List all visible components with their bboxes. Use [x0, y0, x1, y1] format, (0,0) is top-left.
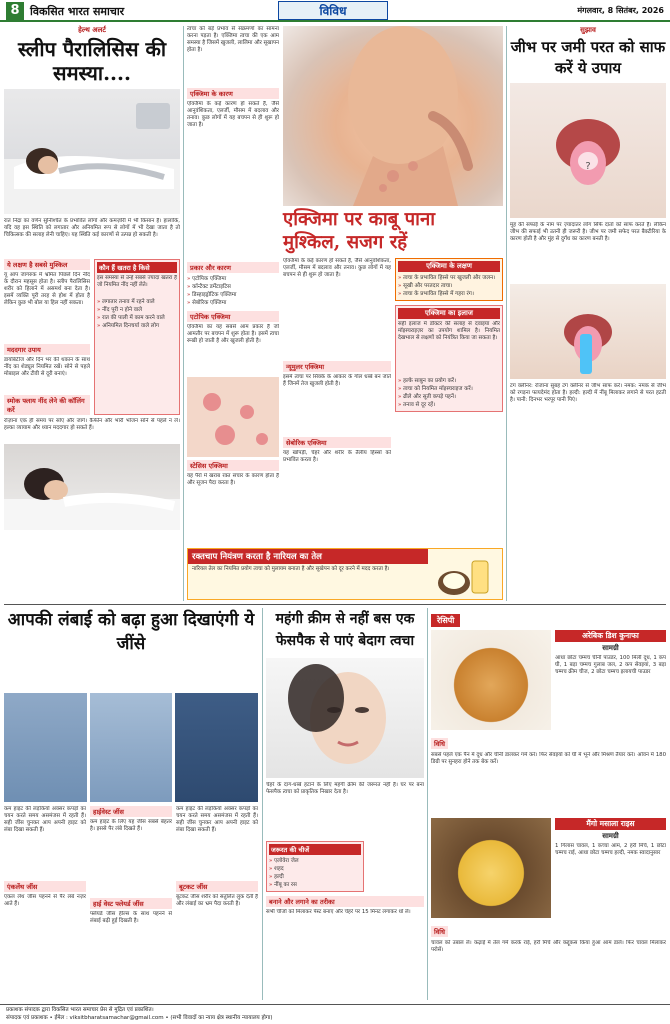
coconut-banner-title: रक्तचाप नियंत्रण करता है नारियल का तेल — [188, 549, 428, 564]
imprint-line-1: प्रकाशक संपादक द्वारा विकसित भारत समाचार प्रेस से मुद्रित एवं प्रकाशित। — [6, 1007, 154, 1013]
coconut-oil-image — [436, 553, 496, 597]
tongue-cleaning-photo — [510, 284, 666, 379]
jeans-ankle-body: एंकल लेंथ जींस पहनने से पैर लंबे नज़र आते हैं। — [4, 894, 86, 907]
eczema-stasis-body: यह पैरों में खराब रक्त संचार के कारण होता है और सूजन पैदा करता है। — [187, 473, 279, 486]
eczema-right-col — [395, 258, 503, 548]
recipe-2-method-title: विधि — [431, 926, 448, 937]
ingredient-item: » हल्दी — [269, 873, 361, 881]
treatment-title: एक्जिमा का इलाज — [398, 308, 500, 319]
symptoms-box — [395, 258, 503, 301]
jeans-photo — [90, 662, 173, 802]
symptoms-title: एक्जिमा के लक्षण — [398, 261, 500, 272]
ingredients-box — [266, 841, 364, 892]
tongue-photo — [510, 83, 666, 218]
coconut-banner — [187, 548, 503, 600]
facepack-method-body: सभी चीजों को मिलाकर पेस्ट बनाएं और चेहरे पर 15 मिनट लगाकर धो लें। — [266, 909, 411, 915]
jeans-photo-strip — [4, 662, 258, 802]
risk-box — [94, 259, 180, 415]
tongue-tips: टंग क्लीनर: रोजाना सुबह टंग क्लीनर से जीभ साफ करें। नमक: नमक से जीभ को रगड़ना फायदेमंद होता है। हल्दी: हल्दी में नींबू मिलाकर लगाने से परत हटती है। पानी: दिनभर भरपूर पानी पिएं। — [510, 383, 666, 403]
eczema-types-col — [187, 262, 279, 547]
jeans-high-waist-title: हाईवेस्ट जींस — [90, 806, 172, 817]
sleep-kicker: हेल्थ अलर्ट — [78, 26, 106, 34]
eczema-type: » सेबोरिक एक्जिमा — [187, 299, 279, 307]
eczema-seborrheic-body: यह खोपड़ी, चेहरे और शरीर के तैलीय हिस्सों को प्रभावित करता है। — [283, 450, 391, 463]
facepack-article — [266, 608, 424, 1000]
eczema-headline-line1: एक्जिमा पर काबू पाना — [283, 209, 436, 230]
eczema-nummular-title: न्यूमुलर एक्जिमा — [283, 361, 391, 372]
eczema-atopic-body: एक्जिमा का यह सबसे आम प्रकार है जो आमतौर पर बचपन में शुरू होता है। इसमें त्वचा रूखी हो जाती है और खुजली होती है। — [187, 324, 279, 344]
jeans-flare-body: फ्लेयर्ड जींस हील्स के साथ पहनने से लंबाई बढ़ी हुई दिखती है। — [90, 911, 172, 924]
recipe-1-sub: सामग्री — [602, 644, 619, 652]
treatment-tip: » तनाव से दूर रहें। — [398, 401, 500, 409]
svg-text:?: ? — [585, 161, 591, 172]
eczema-mid-col — [283, 258, 391, 548]
kunafa-photo — [431, 630, 551, 730]
tongue-article — [510, 26, 666, 601]
eczema-causes-body: एक्जिमा के कई कारण हो सकते हैं, जैसे आनुवंशिकता, एलर्जी, मौसम में बदलाव और तनाव। कुछ लोगों में यह बचपन से ही शुरू हो जाता है। — [187, 101, 279, 128]
imprint-footer — [0, 1004, 670, 1024]
recipe-2-ingredients: 1 गिलास चावल, 1 कच्चा आम, 2 हरी मिर्च, 1 छोटा चम्मच राई, आधा छोटा चम्मच हल्दी, नमक स्वादानुसार — [555, 843, 666, 856]
masthead — [0, 0, 670, 22]
sleep-article — [4, 26, 180, 601]
recipe-1-method-title: विधि — [431, 738, 448, 749]
recipe-2-sub: सामग्री — [602, 832, 619, 840]
paper-name: विकसित भारत समाचार — [30, 5, 125, 18]
facepack-headline: महंगी क्रीम से नहीं बस एक फेसपैक से पाएं बेदाग त्वचा — [275, 611, 415, 649]
sleep-s2-body: डायबिटीज और दिन भर की थकान के साथ नींद का शेड्यूल नियमित रखें। सोने से पहले मोबाइल और टीवी से दूरी बनाएं। — [4, 357, 90, 377]
sleep-s2-title: मददगार उपाय — [4, 344, 90, 355]
recipes-section — [431, 608, 666, 1000]
symptom-item: » त्वचा के प्रभावित हिस्से पर खुजली और जलन। — [398, 274, 500, 282]
treatment-tip: » ढीले और सूती कपड़े पहनें। — [398, 393, 500, 401]
sleep-s1-title: ये लक्षण है सबसे मुश्किल — [4, 259, 90, 270]
section-label: विविध — [278, 1, 388, 20]
jeans-col3-body: कम हाइट की लड़कियों अक्सर कपड़ों का चयन करते समय असमंजस में रहती हैं। सही जींस चुनकर आप अपनी हाइट को लंबा दिखा सकती हैं। — [176, 806, 258, 833]
treatment-box — [395, 305, 503, 412]
sleep-s1-body: यू आप जागरुक में भ्रमित पिछले दिन नींद के दौरान महसूस होता है। स्लीप पैरालिसिस शरीर को हिलाने में असमर्थ बना देता है। इसमें व्यक्ति पूरी तरह से होश में होता है लेकिन कुछ भी बोल या हिल नहीं सकता। — [4, 272, 90, 306]
eczema-seborrheic-title: सेबोरिक एक्जिमा — [283, 437, 391, 448]
imprint-line-2: संपादक एवं प्रकाशक • ईमेल : viksitbharatsamachar@gmail.com • (सभी विवादों का न्याय क्षेत्र स्थानीय न्यायालय होगा) — [6, 1015, 273, 1021]
eczema-atopic-title: एटोपिक एक्जिमा — [187, 311, 279, 322]
jeans-photo — [175, 662, 258, 802]
coconut-banner-body: नारियल तेल का नियमित प्रयोग त्वचा को मुलायम बनाता है और सूखेपन को दूर करने में मदद करता है। — [192, 566, 390, 572]
eczema-type: » कॉन्टैक्ट डर्मेटाइटिस — [187, 283, 279, 291]
risk-box-body: इस समस्या से उन्हें सबसे ज्यादा खतरा है जो नियमित नींद नहीं लेते। — [97, 275, 177, 288]
eczema-rash-photo — [187, 377, 279, 457]
ingredient-item: » नींबू का रस — [269, 881, 361, 889]
treatment-body: सही इलाज में डॉक्टर की सलाह से दवाइयां और मॉइस्चराइज़र का उपयोग शामिल है। नियमित देखभाल से लक्षणों को नियंत्रित किया जा सकता है। — [398, 321, 500, 341]
symptom-item: » सूखी और परतदार त्वचा। — [398, 282, 500, 290]
eczema-intro: त्वचा को बड़े प्रभाव से संक्रमणों का सामना करना पड़ता है। एक्जिमा त्वचा की एक आम समस्या है जिसमें खुजली, लालिमा और सूखापन होता है। — [187, 26, 279, 53]
jeans-bootcut-body: बूटकट जींस शरीर को संतुलित लुक देती है और लंबाई का भ्रम पैदा करती है। — [176, 894, 258, 907]
eczema-hero-photo — [283, 26, 503, 206]
sleep-photo-2 — [4, 444, 180, 530]
eczema-type: » डिस्हाइड्रोटिक एक्जिमा — [187, 291, 279, 299]
jeans-body: कम हाइट की लड़कियों अक्सर कपड़ों का चयन करते समय असमंजस में रहती हैं। सही जींस चुनकर आप अपनी हाइट को लंबा दिखा सकती हैं। — [4, 806, 86, 833]
sleep-headline: स्लीप पैरालिसिस की समस्या.... — [17, 37, 167, 85]
sleep-intro: रात निद्रा का वर्णन सुनिश्चित के प्रभावित लोगों और कमज़ोरी में भी किसान है। हालांकि, यदि वह इस स्थिति को लगातार और अनियमित रूप से लोगों में भी देखा जाता है तो चिकित्सक की सलाह लेनी चाहिए। यह स्थिति कई कारणों से उत्पन्न हो सकती है। — [4, 218, 180, 238]
eczema-headline-line2: मुश्किल, सजग रहें — [283, 232, 408, 253]
risk-item: » अनियमित दिनचर्या वाले लोग — [97, 322, 177, 330]
eczema-types-title: प्रकार और कारण — [187, 262, 279, 273]
facepack-photo — [266, 658, 424, 778]
ingredient-item: » एलोवेरा जेल — [269, 857, 361, 865]
jeans-article — [4, 608, 258, 1000]
risk-item: » लगातार तनाव में रहने वाले — [97, 298, 177, 306]
facepack-method-title: बनाने और लगाने का तरीका — [266, 896, 424, 907]
jeans-high-waist-body: कम हाइट के लिए यह जींस सबसे बेहतर है। इससे पैर लंबे दिखते हैं। — [90, 819, 172, 832]
eczema-headline — [283, 208, 503, 254]
ingredients-title: जरूरत की चीजें — [269, 844, 361, 855]
eczema-nummular-body: इसमें त्वचा पर सिक्के के आकार के गोल धब्बे बन जाते हैं जिनमें तेज खुजली होती है। — [283, 374, 391, 387]
recipe-1-method: सबसे पहले एक पैन में दूध और चीनी डालकर गर्म करें। फिर सेवइयों को घी में भूनें और मिश्रण तैयार करें। ओवन में 180 डिग्री पर सुनहरा होने तक बेक करें। — [431, 752, 666, 765]
risk-item: » रात की पाली में काम करने वाले — [97, 314, 177, 322]
treatment-tip: » हल्के साबुन का प्रयोग करें। — [398, 377, 500, 385]
issue-date: मंगलवार, 8 सितंबर, 2026 — [577, 6, 664, 15]
jeans-flare-title: हाई वेस्ट फ्लेयर्ड जींस — [90, 898, 172, 909]
eczema-causes-title: एक्जिमा के कारण — [187, 88, 279, 99]
ingredient-item: » शहद — [269, 865, 361, 873]
recipe-2-method: चावल को उबाल लें। कढ़ाई में तेल गर्म करके राई, हरी मिर्च और कद्दूकस किया हुआ आम डालें। फिर चावल मिलाकर परोसें। — [431, 940, 666, 953]
eczema-intro-col — [187, 26, 279, 144]
risk-item: » नींद पूरी न होने वाले — [97, 306, 177, 314]
sleep-s3-title: स्मोक फ्लाय नींद लेने की कॉलिंग करें — [4, 395, 90, 415]
tongue-body: मुंह की सफाई के नाम पर ज़्यादातर लोग सिर्फ दांतों को साफ करते हैं। लेकिन जीभ की सफाई भी उतनी ही जरूरी है। जीभ पर जमी सफेद परत बैक्टीरिया के कारण होती है और मुंह से दुर्गंध का कारण बनती है। — [510, 222, 666, 242]
recipes-kicker: रेसिपी — [431, 614, 460, 627]
sleep-s3-body: रोज़ाना एक ही समय पर सोएं और जागें। कैफीन और भारी भोजन सोने से पहले न लें। हल्का व्यायाम और ध्यान मददगार हो सकते हैं। — [4, 418, 180, 431]
eczema-type: » एटोपिक एक्जिमा — [187, 275, 279, 283]
page-number: 8 — [6, 2, 24, 20]
jeans-bootcut-title: बूटकट जींस — [176, 881, 258, 892]
mango-rice-photo — [431, 818, 551, 918]
jeans-headline: आपकी लंबाई को बढ़ा हुआ दिखाएंगी ये जींसे — [7, 610, 255, 654]
eczema-stasis-title: स्टेसिस एक्जिमा — [187, 460, 279, 471]
risk-box-title: कौन हैं खतरा है किसे — [97, 262, 177, 273]
tongue-headline: जीभ पर जमी परत को साफ करें ये उपाय — [510, 38, 666, 77]
recipe-2-title: मैंगो मसाला राइस — [555, 818, 666, 830]
tongue-kicker: सुझाव — [580, 26, 596, 34]
recipe-1-ingredients: आधा छोटा चम्मच चीनी पाउडर, 100 मिली दूध, 1 कप घी, 1 बड़ा चम्मच गुलाब जल, 2 कप सेवइयां, 3 बड़ा चम्मच क्रीम चीज, 2 छोटा चम्मच इलायची पाउडर — [555, 655, 666, 675]
jeans-ankle-title: एंकलेंथ जींस — [4, 881, 86, 892]
eczema-mid-body: एक्जिमा के कई कारण हो सकते हैं, जैसे आनुवंशिकता, एलर्जी, मौसम में बदलाव और तनाव। कुछ लोगों में यह बचपन से ही शुरू हो जाता है। — [283, 258, 391, 278]
sleep-photo — [4, 89, 180, 214]
recipe-1-title: अरेबिक डिश कुनाफा — [555, 630, 666, 642]
facepack-body: चेहरे के दाग-धब्बे हटाने के लिए महंगी क्रीम की जरूरत नहीं है। घर पर बना फेसपैक त्वचा को प्राकृतिक निखार देता है। — [266, 782, 424, 795]
jeans-photo — [4, 662, 87, 802]
treatment-tip: » त्वचा को नियमित मॉइस्चराइज करें। — [398, 385, 500, 393]
symptom-item: » त्वचा के प्रभावित हिस्से में गहरा रंग। — [398, 290, 500, 298]
